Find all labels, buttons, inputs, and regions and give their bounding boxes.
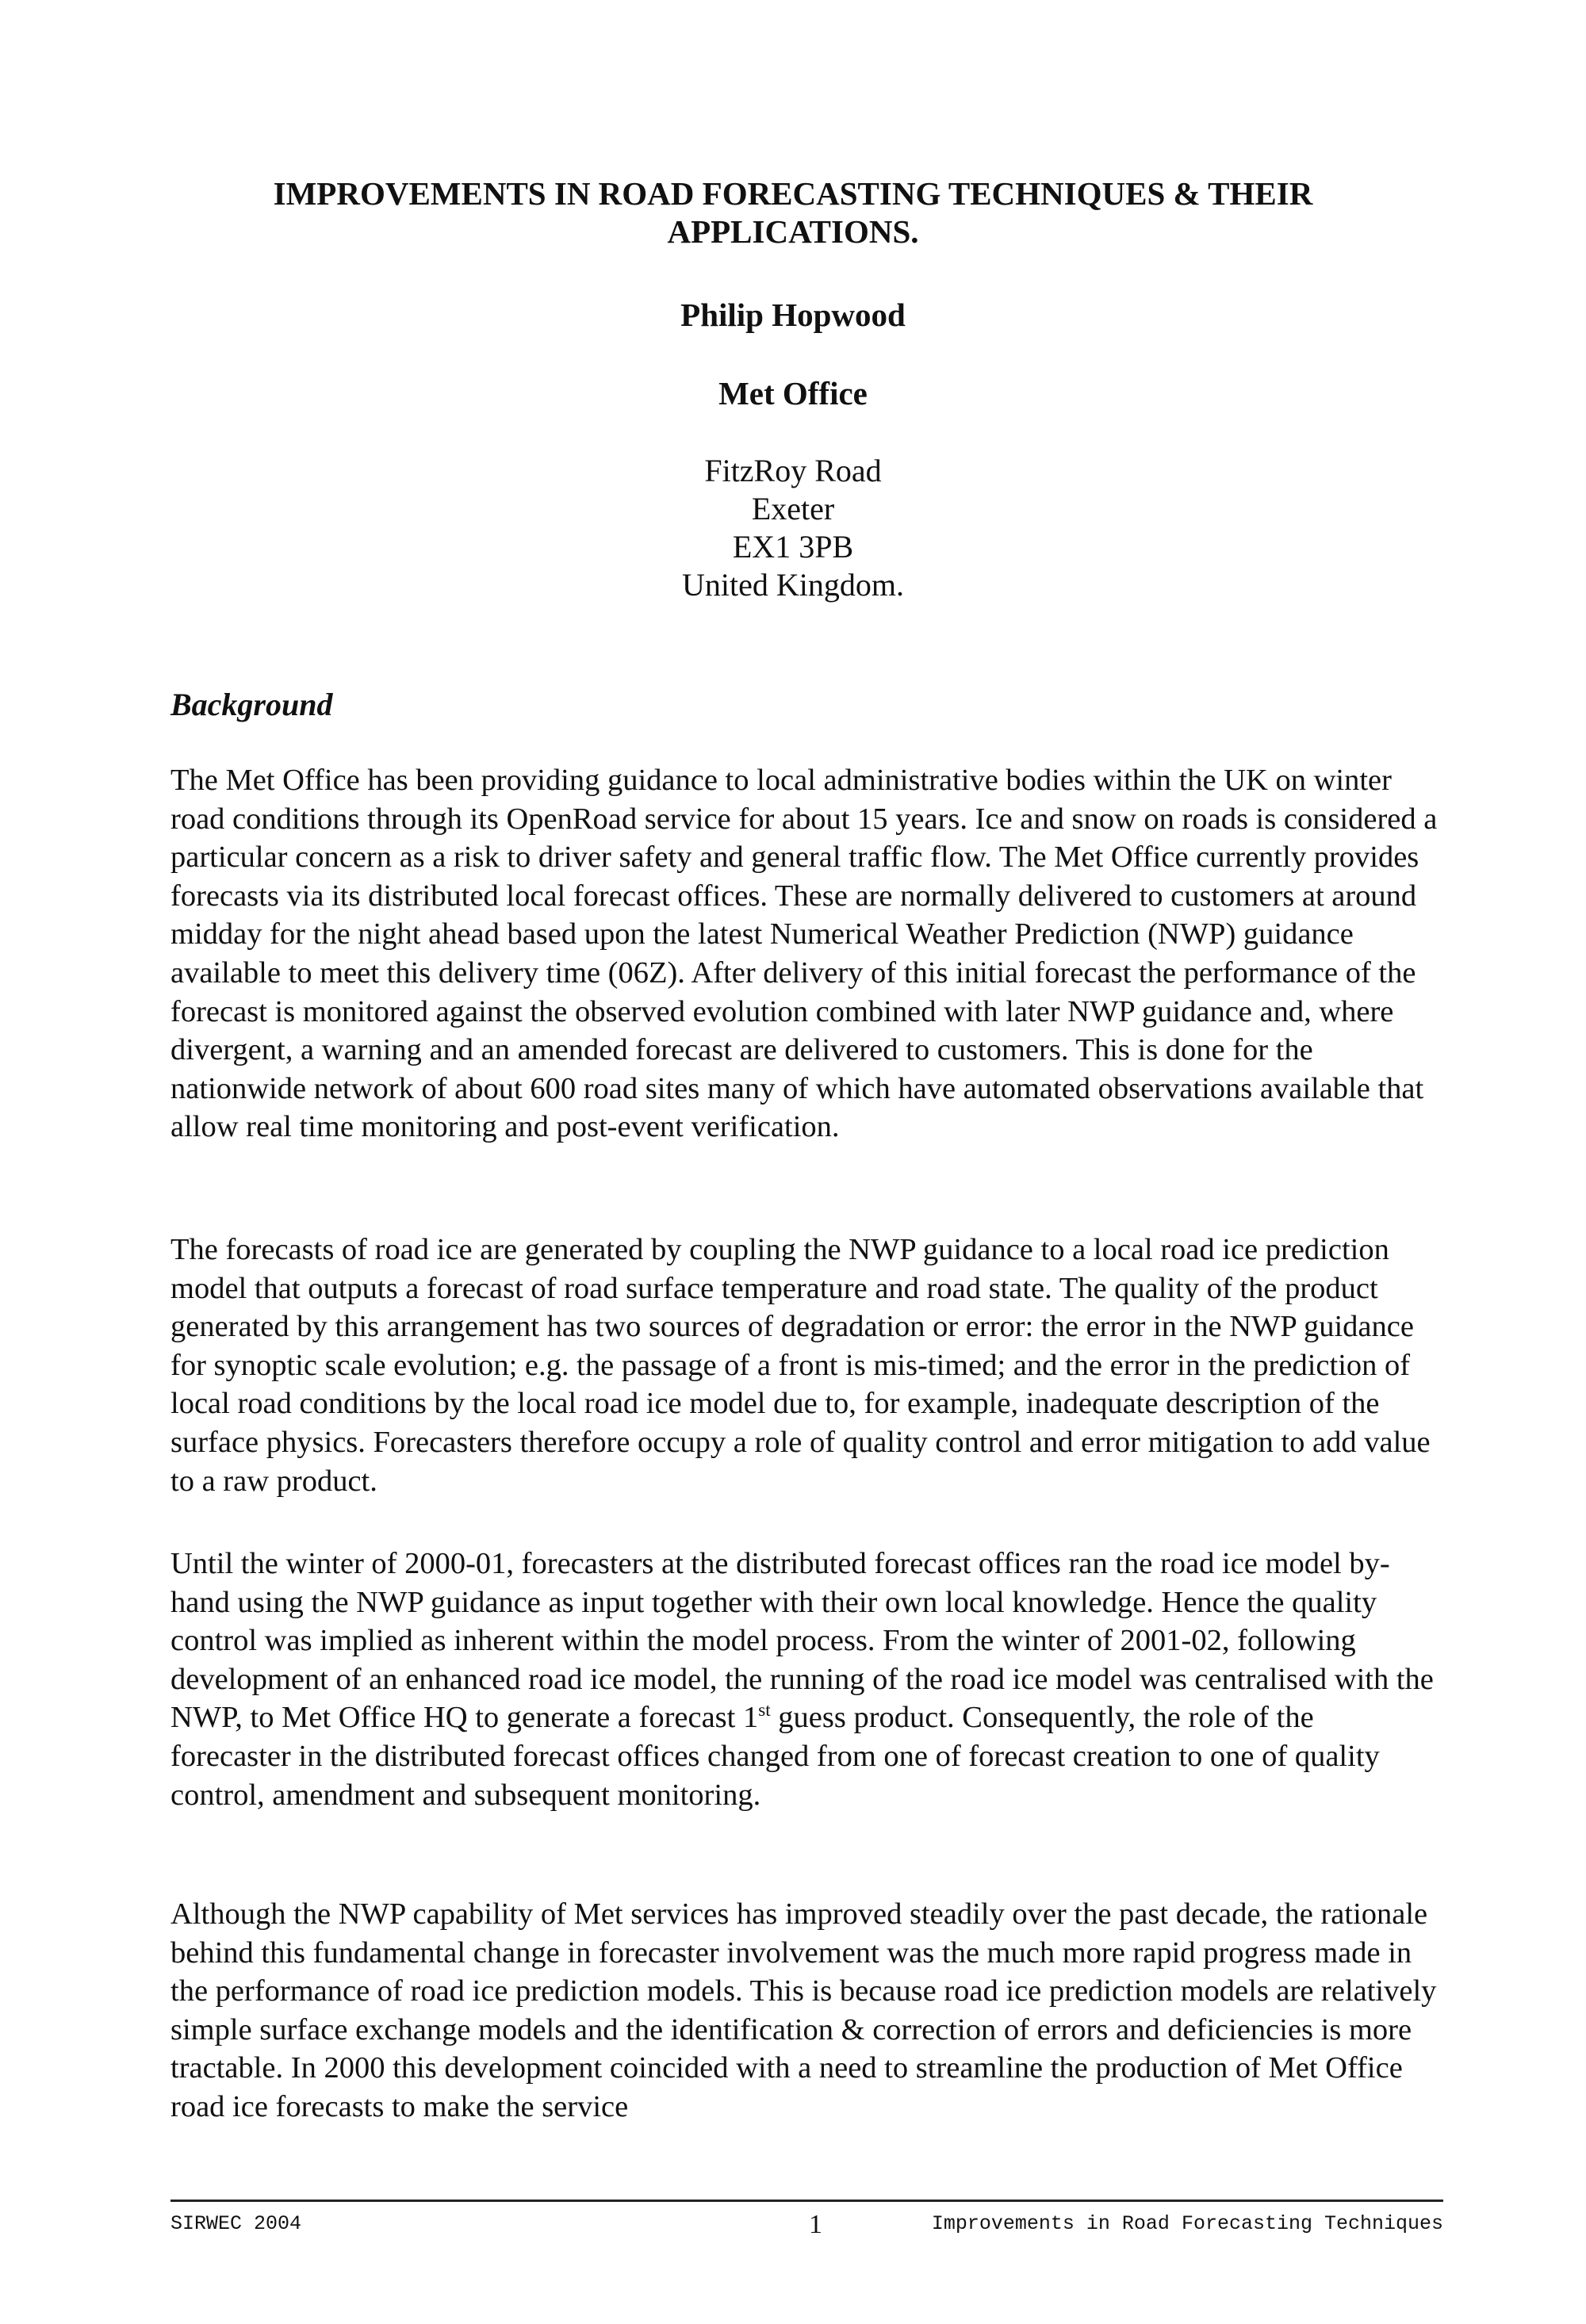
author-organization: Met Office bbox=[718, 375, 868, 412]
body-paragraph: Although the NWP capability of Met services has improved steadily over the past decade, the rationale behind this fundamental change in forecaster involvement was the much more rapid progress made in the performance of road ice prediction models. This is because road ice prediction models are relatively simple surface exchange models and the identification & correction of errors and deficiencies is more tractable. In 2000 this development coincided with a need to streamline the production of Met Office road ice forecasts to make the service bbox=[170, 1897, 1437, 2123]
address-line: United Kingdom. bbox=[682, 567, 904, 603]
address-line: EX1 3PB bbox=[732, 529, 854, 565]
paragraph-text: guess product. Consequently, the role of the forecaster in the distributed forecast offices changed from one of forecast creation to one of quality control, amendment and subsequent monitoring. bbox=[170, 1701, 1380, 1812]
ordinal-superscript: st bbox=[758, 1699, 771, 1721]
author-address bbox=[159, 452, 1427, 604]
footer-divider bbox=[170, 2200, 1443, 2202]
section-heading-background: Background bbox=[170, 687, 333, 722]
address-line: FitzRoy Road bbox=[704, 453, 882, 488]
body-paragraph: The Met Office has been providing guidance to local administrative bodies within the UK on winter road conditions through its OpenRoad service for about 15 years. Ice and snow on roads is considered a particular concern as a risk to driver safety and general traffic flow. The Met Office currently provides forecasts via its distributed local forecast offices. These are normally delivered to customers at around midday for the night ahead based upon the latest Numerical Weather Prediction (NWP) guidance available to meet this delivery time (06Z). After delivery of this initial forecast the performance of the forecast is monitored against the observed evolution combined with later NWP guidance and, where divergent, a warning and an amended forecast are delivered to customers. This is done for the nationwide network of about 600 road sites many of which have automated observations available that allow real time monitoring and post-event verification. bbox=[170, 764, 1438, 1144]
author-name: Philip Hopwood bbox=[680, 297, 906, 333]
page-number: 1 bbox=[809, 2210, 822, 2239]
paragraph-text: Until the winter of 2000-01, forecasters at the distributed forecast offices ran the road ice model by-hand using the NWP guidance as input together with their own local knowledge. Hence the quality control was implied as inherent within the model process. From the winter of 2001-02, following development of an enhanced road ice model, the running of the road ice model was centralised with the NWP, to Met Office HQ to generate a forecast 1 bbox=[170, 1547, 1434, 1735]
body-paragraph: The forecasts of road ice are generated by coupling the NWP guidance to a local road ice prediction model that outputs a forecast of road surface temperature and road state. The quality of the product generated by this arrangement has two sources of degradation or error: the error in the NWP guidance for synoptic scale evolution; e.g. the passage of a front is mis-timed; and the error in the prediction of local road conditions by the local road ice model due to, for example, inadequate description of the surface physics. Forecasters therefore occupy a role of quality control and error mitigation to add value to a raw product. bbox=[170, 1233, 1431, 1498]
paper-title: IMPROVEMENTS IN ROAD FORECASTING TECHNIQUES & THEIR APPLICATIONS. bbox=[273, 175, 1313, 250]
page-footer bbox=[170, 2212, 1443, 2244]
footer-running-title: Improvements in Road Forecasting Techniques bbox=[931, 2212, 1443, 2235]
footer-conference: SIRWEC 2004 bbox=[170, 2212, 302, 2235]
address-line: Exeter bbox=[751, 491, 835, 526]
body-paragraph bbox=[170, 1545, 1439, 1814]
